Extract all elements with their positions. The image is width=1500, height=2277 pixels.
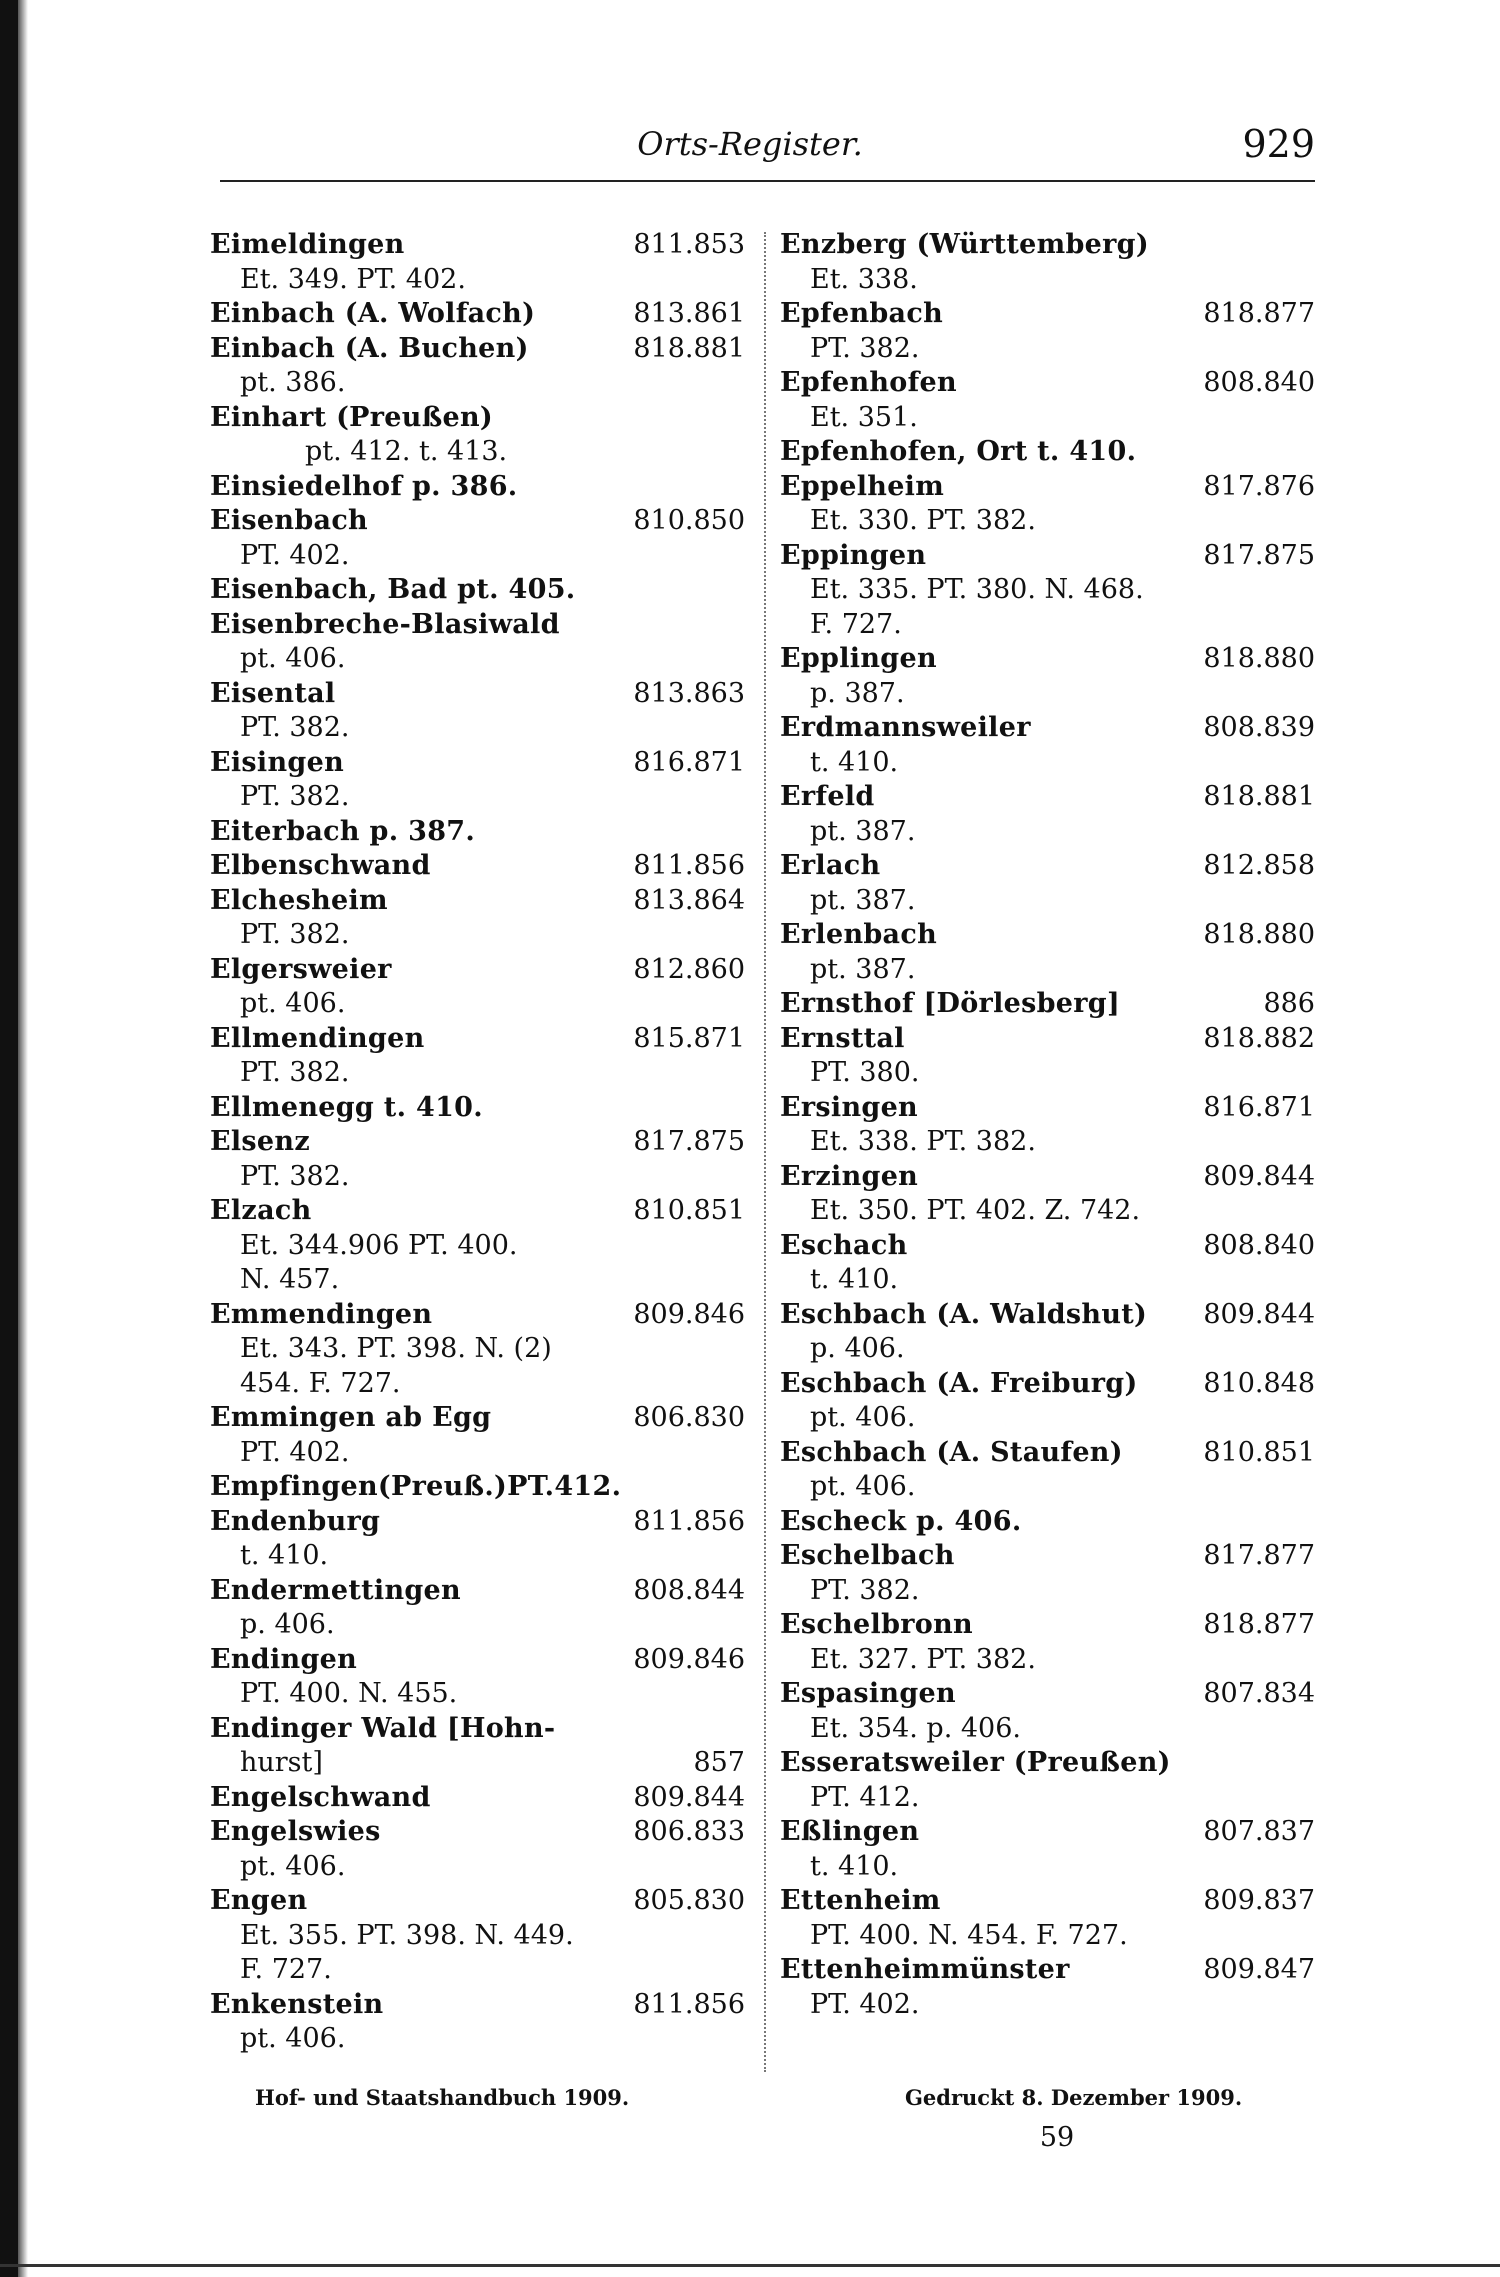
register-entry	[210, 677, 745, 712]
page-reference-number: 857	[693, 1747, 745, 1778]
place-name: Einbach (A. Buchen)	[210, 332, 529, 364]
place-name: Elbenschwand	[210, 850, 431, 881]
place-name: Eschelbach	[780, 1540, 955, 1571]
register-entry	[210, 1884, 745, 1919]
page-reference-number: 810.851	[1203, 1436, 1315, 1468]
register-entry-references	[210, 711, 745, 746]
reference-text: p. 406.	[240, 1609, 335, 1640]
register-entry-references	[780, 1574, 1315, 1609]
register-entry-references	[210, 1229, 745, 1264]
register-entry	[210, 953, 745, 988]
reference-text: t. 410.	[810, 1264, 899, 1295]
place-name: Eßlingen	[780, 1816, 920, 1847]
reference-text: PT. 402.	[810, 1988, 920, 2020]
reference-text: PT. 400. N. 455.	[240, 1678, 458, 1709]
register-entry	[780, 1953, 1315, 1988]
register-entry	[210, 1712, 745, 1747]
page-reference-number: 817.876	[1203, 470, 1315, 502]
register-entry	[210, 228, 745, 263]
register-entry	[780, 1884, 1315, 1919]
page-reference-number: 810.851	[633, 1195, 745, 1226]
reference-text: pt. 406.	[240, 643, 346, 674]
reference-text: Et. 327. PT. 382.	[810, 1643, 1036, 1675]
reference-text: Et. 343. PT. 398. N. (2)	[240, 1333, 552, 1364]
register-entry	[210, 504, 745, 539]
register-entry	[210, 470, 745, 505]
register-entry-references	[210, 2022, 745, 2057]
reference-text: F. 727.	[810, 608, 902, 640]
place-name: Elgersweier	[210, 953, 392, 985]
page-reference-number: 807.837	[1203, 1816, 1315, 1847]
register-entry-references	[780, 1401, 1315, 1436]
register-entry-references	[210, 780, 745, 815]
reference-text: PT. 402.	[240, 539, 350, 571]
register-entry	[780, 297, 1315, 332]
scan-bottom-edge	[0, 2264, 1500, 2267]
reference-text: Et. 354. p. 406.	[810, 1712, 1021, 1744]
register-entry-references	[780, 953, 1315, 988]
register-entry-references	[780, 815, 1315, 850]
register-entry	[780, 711, 1315, 746]
place-name: Endingen	[210, 1643, 358, 1675]
place-name: Elchesheim	[210, 884, 388, 916]
register-entry-references	[780, 1263, 1315, 1298]
reference-text: Et. 335. PT. 380. N. 468.	[810, 574, 1144, 605]
place-name: Erlenbach	[780, 919, 938, 950]
reference-text: hurst]	[240, 1747, 323, 1778]
register-entry	[210, 1988, 745, 2023]
reference-text: Et. 349. PT. 402.	[240, 263, 466, 295]
register-entry	[210, 746, 745, 781]
register-entry	[780, 435, 1315, 470]
reference-text: Et. 355. PT. 398. N. 449.	[240, 1919, 574, 1951]
place-name: Endenburg	[210, 1505, 381, 1537]
running-header-title: Orts-Register.	[637, 125, 863, 163]
register-entry-references	[780, 1194, 1315, 1229]
place-name: Ernsthof [Dörlesberg]	[780, 988, 1121, 1019]
register-entry-references	[210, 1953, 745, 1988]
register-entry-references	[210, 1367, 745, 1402]
place-name: Eisenbach	[210, 505, 368, 536]
page-reference-number: 817.877	[1203, 1540, 1315, 1571]
place-name: Eisenbreche-Blasiwald	[210, 608, 560, 640]
page-reference-number: 811.856	[633, 850, 745, 881]
place-name: Einhart (Preußen)	[210, 401, 493, 433]
column-divider	[764, 232, 766, 2072]
register-entry-references	[210, 1539, 745, 1574]
register-entry	[780, 539, 1315, 574]
register-entry	[780, 849, 1315, 884]
place-name: Ernsttal	[780, 1022, 905, 1054]
reference-text: pt. 406.	[240, 988, 346, 1019]
place-name: Ettenheim	[780, 1885, 941, 1916]
register-entry-references	[780, 884, 1315, 919]
register-entry	[210, 849, 745, 884]
page-reference-number: 809.844	[633, 1781, 745, 1813]
register-entry-references	[780, 1712, 1315, 1747]
register-entry-references	[210, 539, 745, 574]
place-name: Eisingen	[210, 746, 345, 778]
page-reference-number: 815.871	[633, 1022, 745, 1054]
reference-text: t. 410.	[240, 1540, 329, 1571]
register-entry	[780, 1436, 1315, 1471]
register-entry	[780, 1298, 1315, 1333]
reference-text: Et. 350. PT. 402. Z. 742.	[810, 1195, 1141, 1226]
register-entry	[210, 1505, 745, 1540]
place-name: Endinger Wald [Hohn-	[210, 1712, 556, 1744]
register-entry	[210, 884, 745, 919]
header-rule	[220, 180, 1315, 182]
reference-text: Et. 344.906 PT. 400.	[240, 1229, 518, 1261]
register-entry-references	[780, 608, 1315, 643]
page-reference-number: 818.877	[1203, 1609, 1315, 1640]
register-entry	[780, 366, 1315, 401]
footer-sheet-number: 59	[1039, 2122, 1075, 2153]
register-entry-references	[210, 1919, 745, 1954]
page-reference-number: 809.837	[1203, 1885, 1315, 1916]
register-entry-references	[210, 1056, 745, 1091]
page-reference-number: 811.856	[633, 1505, 745, 1537]
register-entry-references	[780, 746, 1315, 781]
reference-text: PT. 382.	[240, 1057, 350, 1088]
page-reference-number: 816.871	[1203, 1091, 1315, 1123]
page-reference-number: 818.881	[1203, 781, 1315, 812]
register-entry-references	[210, 642, 745, 677]
place-name: Erdmannsweiler	[780, 712, 1031, 743]
page-reference-number: 808.839	[1203, 712, 1315, 743]
place-name: Erlach	[780, 850, 881, 881]
place-name: Erzingen	[780, 1160, 919, 1192]
reference-text: PT. 382.	[240, 1160, 350, 1192]
place-name: Ellmenegg t. 410.	[210, 1091, 483, 1123]
place-name: Elsenz	[210, 1126, 310, 1157]
register-entry-references	[210, 987, 745, 1022]
register-entry-references	[780, 573, 1315, 608]
register-entry-references	[780, 1988, 1315, 2023]
page-reference-number: 809.846	[633, 1298, 745, 1330]
reference-text: pt. 387.	[810, 815, 916, 847]
register-entry	[210, 1298, 745, 1333]
reference-text: pt. 387.	[810, 884, 916, 916]
register-entry-references	[780, 1332, 1315, 1367]
register-entry-references	[210, 1677, 745, 1712]
reference-text: 454. F. 727.	[240, 1367, 401, 1399]
register-entry	[210, 608, 745, 643]
place-name: Erfeld	[780, 781, 875, 812]
page-reference-number: 808.840	[1203, 367, 1315, 398]
reference-text: pt. 406.	[240, 2023, 346, 2054]
page-reference-number: 805.830	[633, 1885, 745, 1916]
register-entry	[780, 987, 1315, 1022]
register-entry	[780, 1539, 1315, 1574]
reference-text: PT. 382.	[810, 1574, 920, 1606]
place-name: Eschbach (A. Freiburg)	[780, 1367, 1138, 1399]
page-reference-number: 806.833	[633, 1816, 745, 1847]
register-entry	[210, 1125, 745, 1160]
place-name: Epplingen	[780, 643, 937, 674]
place-name: Einsiedelhof p. 386.	[210, 470, 518, 502]
register-entry	[210, 1643, 745, 1678]
place-name: Eppingen	[780, 539, 927, 571]
page-reference-number: 807.834	[1203, 1678, 1315, 1709]
place-name: Espasingen	[780, 1678, 956, 1709]
page-reference-number: 808.844	[633, 1574, 745, 1606]
place-name: Eimeldingen	[210, 229, 405, 260]
register-entry	[780, 470, 1315, 505]
register-entry	[210, 1401, 745, 1436]
register-entry	[210, 573, 745, 608]
register-entry-references	[210, 1746, 745, 1781]
left-column	[210, 228, 745, 2057]
page-reference-number: 809.847	[1203, 1954, 1315, 1985]
register-entry-references	[780, 677, 1315, 712]
register-entry	[780, 228, 1315, 263]
register-entry	[780, 780, 1315, 815]
register-entry-references	[780, 332, 1315, 367]
register-entry	[780, 1091, 1315, 1126]
reference-text: PT. 382.	[240, 781, 350, 812]
page-reference-number: 813.863	[633, 677, 745, 709]
place-name: Eisenbach, Bad pt. 405.	[210, 574, 576, 605]
place-name: Eisental	[210, 677, 336, 709]
place-name: Eschach	[780, 1229, 908, 1261]
register-entry	[780, 1505, 1315, 1540]
reference-text: Et. 330. PT. 382.	[810, 505, 1036, 536]
register-entry	[210, 815, 745, 850]
reference-text: Et. 338. PT. 382.	[810, 1126, 1036, 1157]
reference-text: PT. 382.	[240, 919, 350, 950]
place-name: Empfingen(Preuß.)PT.412.	[210, 1471, 622, 1502]
place-name: Ettenheimmünster	[780, 1954, 1070, 1985]
scan-edge-gradient	[18, 0, 28, 2277]
right-column	[780, 228, 1315, 2022]
register-entry-references	[210, 1608, 745, 1643]
page-reference-number: 812.860	[633, 953, 745, 985]
place-name: Enkenstein	[210, 1988, 384, 2020]
place-name: Emmingen ab Egg	[210, 1402, 492, 1433]
place-name: Ellmendingen	[210, 1022, 425, 1054]
register-entry-references	[780, 263, 1315, 298]
place-name: Epfenbach	[780, 298, 944, 329]
page-reference-number: 811.853	[633, 229, 745, 260]
reference-text: Et. 351.	[810, 401, 918, 433]
register-entry-references	[780, 1919, 1315, 1954]
register-entry	[210, 332, 745, 367]
scan-edge-shadow	[0, 0, 18, 2277]
page-reference-number: 806.830	[633, 1402, 745, 1433]
register-entry-references	[780, 1056, 1315, 1091]
register-entry-references	[780, 1470, 1315, 1505]
register-entry-references	[780, 1850, 1315, 1885]
reference-text: pt. 406.	[240, 1850, 346, 1882]
register-entry-references	[780, 1781, 1315, 1816]
reference-text: PT. 380.	[810, 1057, 920, 1088]
reference-text: p. 387.	[810, 677, 905, 709]
register-entry	[780, 1815, 1315, 1850]
register-entry	[210, 1091, 745, 1126]
reference-text: PT. 400. N. 454. F. 727.	[810, 1919, 1128, 1951]
place-name: Emmendingen	[210, 1298, 433, 1330]
reference-text: PT. 382.	[810, 332, 920, 364]
register-entry-references	[210, 366, 745, 401]
reference-text: pt. 406.	[810, 1471, 916, 1502]
page-reference-number: 886	[1263, 988, 1315, 1019]
place-name: Escheck p. 406.	[780, 1505, 1022, 1537]
page-reference-number: 813.861	[633, 298, 745, 329]
place-name: Eiterbach p. 387.	[210, 815, 476, 847]
register-entry-references	[210, 1850, 745, 1885]
register-entry-references	[210, 263, 745, 298]
page-reference-number: 818.881	[633, 332, 745, 364]
page-number: 929	[1242, 122, 1315, 166]
register-entry	[210, 1022, 745, 1057]
reference-text: t. 410.	[810, 1850, 899, 1882]
page-reference-number: 818.877	[1203, 298, 1315, 329]
reference-text: F. 727.	[240, 1954, 332, 1985]
register-entry-references	[210, 1436, 745, 1471]
reference-text: pt. 386.	[240, 367, 346, 398]
place-name: Elzach	[210, 1195, 312, 1226]
place-name: Ersingen	[780, 1091, 918, 1123]
page-reference-number: 817.875	[1203, 539, 1315, 571]
register-entry	[780, 1160, 1315, 1195]
footer-publication: Hof- und Staatshandbuch 1909.	[255, 2085, 630, 2110]
register-entry-references	[210, 1332, 745, 1367]
page-reference-number: 808.840	[1203, 1229, 1315, 1261]
register-entry	[210, 1470, 745, 1505]
register-entry-references	[780, 1643, 1315, 1678]
page-reference-number: 812.858	[1203, 850, 1315, 881]
page-reference-number: 810.848	[1203, 1367, 1315, 1399]
page-reference-number: 809.844	[1203, 1160, 1315, 1192]
register-entry	[780, 642, 1315, 677]
reference-text: pt. 412. t. 413.	[305, 436, 508, 467]
reference-text: Et. 338.	[810, 263, 918, 295]
place-name: Esseratsweiler (Preußen)	[780, 1747, 1171, 1778]
page-reference-number: 818.882	[1203, 1022, 1315, 1054]
register-entry	[210, 297, 745, 332]
page-reference-number: 813.864	[633, 884, 745, 916]
register-entry-references	[780, 504, 1315, 539]
place-name: Epfenhofen	[780, 367, 957, 398]
place-name: Einbach (A. Wolfach)	[210, 298, 536, 329]
register-entry	[780, 1022, 1315, 1057]
reference-text: PT. 412.	[810, 1781, 920, 1813]
register-entry	[210, 1815, 745, 1850]
register-entry	[780, 1608, 1315, 1643]
place-name: Eschelbronn	[780, 1609, 973, 1640]
register-entry-references	[780, 401, 1315, 436]
register-entry	[780, 1229, 1315, 1264]
register-entry	[780, 1746, 1315, 1781]
page-reference-number: 816.871	[633, 746, 745, 778]
place-name: Enzberg (Württemberg)	[780, 229, 1149, 260]
reference-text: PT. 382.	[240, 712, 350, 743]
register-entry	[780, 1677, 1315, 1712]
reference-text: N. 457.	[240, 1264, 340, 1295]
footer-print-date: Gedruckt 8. Dezember 1909.	[905, 2085, 1243, 2110]
place-name: Eppelheim	[780, 470, 945, 502]
register-entry	[210, 1781, 745, 1816]
place-name: Engen	[210, 1885, 308, 1916]
register-entry	[210, 1574, 745, 1609]
reference-text: pt. 406.	[810, 1402, 916, 1433]
page-reference-number: 818.880	[1203, 919, 1315, 950]
register-entry-references	[210, 918, 745, 953]
place-name: Epfenhofen, Ort t. 410.	[780, 436, 1137, 467]
register-entry	[210, 401, 745, 436]
page-reference-number: 809.846	[633, 1643, 745, 1675]
place-name: Eschbach (A. Staufen)	[780, 1436, 1123, 1468]
register-entry	[210, 1194, 745, 1229]
register-entry	[780, 1367, 1315, 1402]
reference-text: PT. 402.	[240, 1436, 350, 1468]
register-entry	[780, 918, 1315, 953]
place-name: Eschbach (A. Waldshut)	[780, 1298, 1148, 1330]
place-name: Endermettingen	[210, 1574, 461, 1606]
page-reference-number: 809.844	[1203, 1298, 1315, 1330]
page-reference-number: 818.880	[1203, 643, 1315, 674]
reference-text: p. 406.	[810, 1333, 905, 1364]
page-reference-number: 810.850	[633, 505, 745, 536]
register-entry-references	[210, 1263, 745, 1298]
register-entry-references	[780, 1125, 1315, 1160]
page-reference-number: 811.856	[633, 1988, 745, 2020]
register-entry-references	[210, 1160, 745, 1195]
place-name: Engelswies	[210, 1816, 381, 1847]
register-entry-references	[210, 435, 745, 470]
reference-text: pt. 387.	[810, 953, 916, 985]
place-name: Engelschwand	[210, 1781, 431, 1813]
reference-text: t. 410.	[810, 746, 899, 778]
page-reference-number: 817.875	[633, 1126, 745, 1157]
